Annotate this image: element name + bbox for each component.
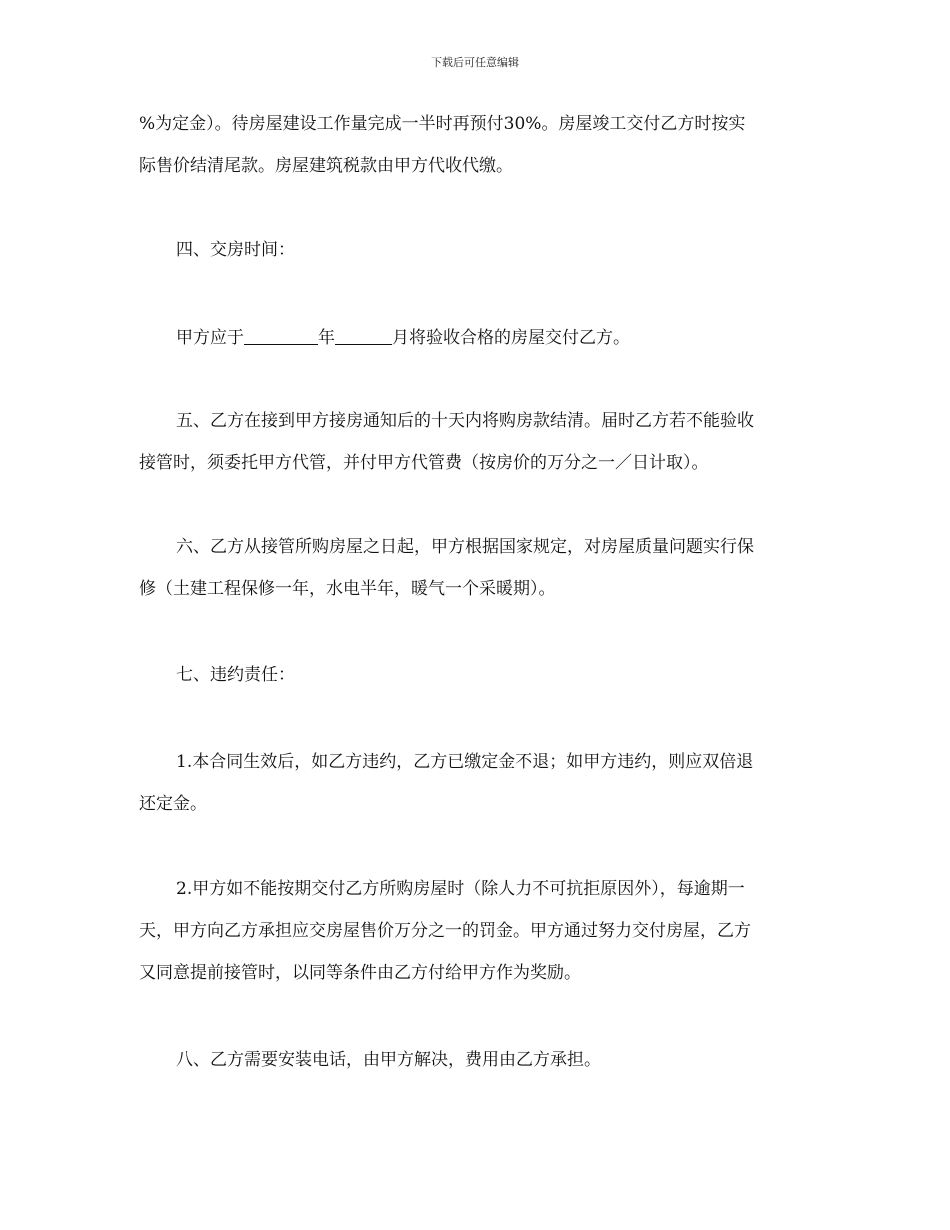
text-line: 还定金。 [139, 794, 207, 814]
text-fragment: 月将验收合格的房屋交付乙方。 [392, 328, 630, 348]
section-5-paragraph [139, 400, 815, 484]
text-line: 2.甲方如不能按期交付乙方所购房屋时（除人力不可抗拒原因外），每逾期一 [176, 879, 745, 899]
section-7-heading: 七、违约责任： [176, 665, 295, 685]
year-blank-field[interactable] [244, 324, 318, 345]
section-7-item-1 [139, 741, 815, 825]
text-line: 天，甲方向乙方承担应交房屋售价万分之一的罚金。甲方通过努力交付房屋，乙方 [139, 921, 751, 941]
section-7-item-2 [139, 868, 815, 994]
text-line: 五、乙方在接到甲方接房通知后的十天内将购房款结清。届时乙方若不能验收 [176, 411, 754, 431]
text-line: 接管时，须委托甲方代管，并付甲方代管费（按房价的万分之一／日计取）。 [139, 453, 709, 473]
text-line: 又同意提前接管时，以同等条件由乙方付给甲方作为奖励。 [139, 963, 581, 983]
text-line: 际售价结清尾款。房屋建筑税款由甲方代收代缴。 [139, 156, 513, 176]
month-blank-field[interactable] [335, 324, 392, 345]
section-4-body [176, 317, 816, 359]
text-line: 六、乙方从接管所购房屋之日起，甲方根据国家规定，对房屋质量问题实行保 [176, 537, 754, 557]
payment-clause-continuation [139, 103, 815, 187]
text-fragment: 年 [318, 328, 335, 348]
text-line: 1.本合同生效后，如乙方违约，乙方已缴定金不退；如甲方违约，则应双倍退 [176, 752, 754, 772]
section-4-heading: 四、交房时间： [176, 240, 295, 260]
text-line: %为定金）。待房屋建设工作量完成一半时再预付30%。房屋竣工交付乙方时按实 [139, 114, 746, 134]
text-line: 修（土建工程保修一年，水电半年，暖气一个采暖期）。 [139, 579, 556, 599]
page-header-watermark: 下载后可任意编辑 [431, 56, 519, 69]
text-fragment: 甲方应于 [176, 328, 244, 348]
section-6-paragraph [139, 526, 815, 610]
section-8-paragraph: 八、乙方需要安装电话，由甲方解决，费用由乙方承担。 [176, 1050, 601, 1070]
